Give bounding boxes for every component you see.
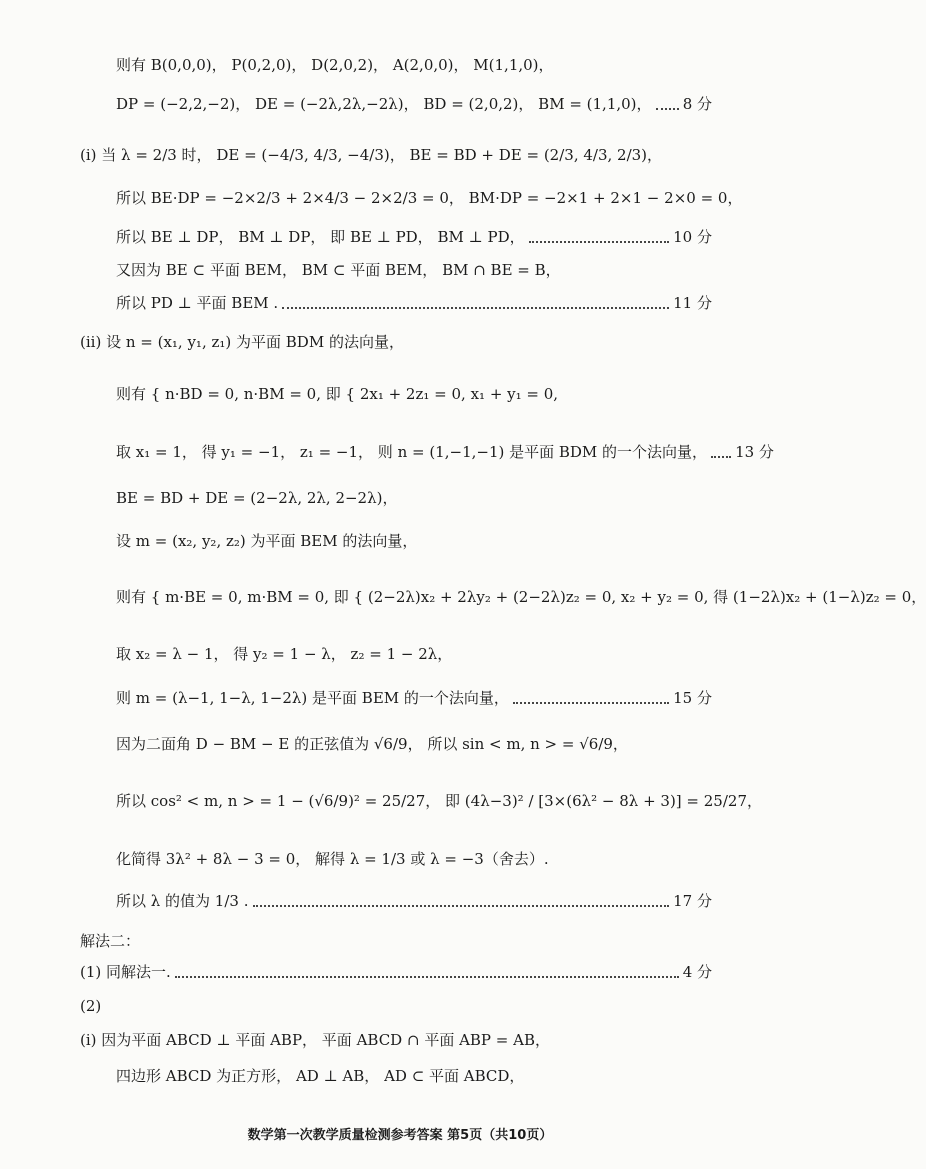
method-two-part1-line: (1) 同解法一. 4 分	[80, 963, 712, 981]
score-label: 13 分	[735, 443, 774, 461]
leader-dots	[253, 905, 670, 907]
vectors-line: DP = (−2,2,−2)， DE = (−2λ,2λ,−2λ)， BD = (2,0,2)， BM = (1,1,0)， 8 分	[116, 95, 712, 113]
score-label: 8 分	[682, 95, 712, 113]
lambda-value-line: 所以 λ 的值为 1/3 . 17 分	[116, 892, 712, 910]
choose-x2-line: 取 x₂ = λ − 1， 得 y₂ = 1 − λ， z₂ = 1 − 2λ，	[116, 645, 453, 663]
plane-membership-line: 又因为 BE ⊂ 平面 BEM， BM ⊂ 平面 BEM， BM ∩ BE = B，	[116, 261, 561, 279]
leader-dots	[656, 108, 679, 110]
score-label: 10 分	[673, 228, 712, 246]
be-vector-line: BE = BD + DE = (2−2λ, 2λ, 2−2λ)，	[116, 489, 398, 507]
page-footer: 数学第一次教学质量检测参考答案 第5页（共10页）	[247, 1128, 553, 1143]
score-label: 17 分	[673, 892, 712, 910]
leader-dots	[513, 702, 669, 704]
leader-dots	[282, 307, 669, 309]
cosine-equation-line: 所以 cos² < m, n > = 1 − (√6/9)² = 25/27， 即 (4λ−3)² / [3×(6λ² − 8λ + 3)] = 25/27，	[116, 792, 762, 810]
normal-m-line: 则 m = (λ−1, 1−λ, 1−2λ) 是平面 BEM 的一个法向量， 15 分	[116, 689, 712, 707]
normal-n-line: 取 x₁ = 1， 得 y₁ = −1， z₁ = −1， 则 n = (1,−1,−1) 是平面 BDM 的一个法向量， 13 分	[116, 443, 774, 461]
perpendicular-line: 所以 BE ⊥ DP， BM ⊥ DP， 即 BE ⊥ PD， BM ⊥ PD， 10 分	[116, 228, 712, 246]
method-two-planes-line: (i) 因为平面 ABCD ⊥ 平面 ABP， 平面 ABCD ∩ 平面 ABP = AB，	[80, 1031, 550, 1049]
method-two-part2-label: (2)	[80, 997, 102, 1015]
part-ii-normal-line: (ii) 设 n = (x₁, y₁, z₁) 为平面 BDM 的法向量，	[80, 333, 404, 351]
system-bdm-line: 则有 { n·BD = 0, n·BM = 0, 即 { 2x₁ + 2z₁ = 0, x₁ + y₁ = 0,	[116, 385, 559, 403]
score-label: 11 分	[673, 294, 712, 312]
score-label: 15 分	[673, 689, 712, 707]
leader-dots	[529, 241, 670, 243]
sine-line: 因为二面角 D − BM − E 的正弦值为 √6/9， 所以 sin < m, n > = √6/9，	[116, 735, 628, 753]
leader-dots	[711, 456, 731, 458]
score-label: 4 分	[682, 963, 712, 981]
dot-product-line: 所以 BE·DP = −2×2/3 + 2×4/3 − 2×2/3 = 0， BM·DP = −2×1 + 2×1 − 2×0 = 0，	[116, 189, 743, 207]
leader-dots	[175, 976, 679, 978]
conclusion-i-line: 所以 PD ⊥ 平面 BEM . 11 分	[116, 294, 712, 312]
normal-m-setup-line: 设 m = (x₂, y₂, z₂) 为平面 BEM 的法向量，	[116, 532, 418, 550]
method-two-heading: 解法二：	[80, 932, 141, 950]
quadratic-line: 化简得 3λ² + 8λ − 3 = 0， 解得 λ = 1/3 或 λ = −3（舍去）.	[116, 850, 549, 868]
system-bem-line: 则有 { m·BE = 0, m·BM = 0, 即 { (2−2λ)x₂ + 2λy₂ + (2−2λ)z₂ = 0, x₂ + y₂ = 0, 得 (1−2λ)x₂ + (1−λ)z₂ = 0，	[116, 588, 926, 606]
part-i-lambda-line: (i) 当 λ = 2/3 时， DE = (−4/3, 4/3, −4/3)， BE = BD + DE = (2/3, 4/3, 2/3)，	[80, 146, 663, 164]
coordinates-line: 则有 B(0,0,0)， P(0,2,0)， D(2,0,2)， A(2,0,0)， M(1,1,0)，	[116, 56, 554, 74]
square-abcd-line: 四边形 ABCD 为正方形， AD ⊥ AB， AD ⊂ 平面 ABCD，	[116, 1067, 525, 1085]
